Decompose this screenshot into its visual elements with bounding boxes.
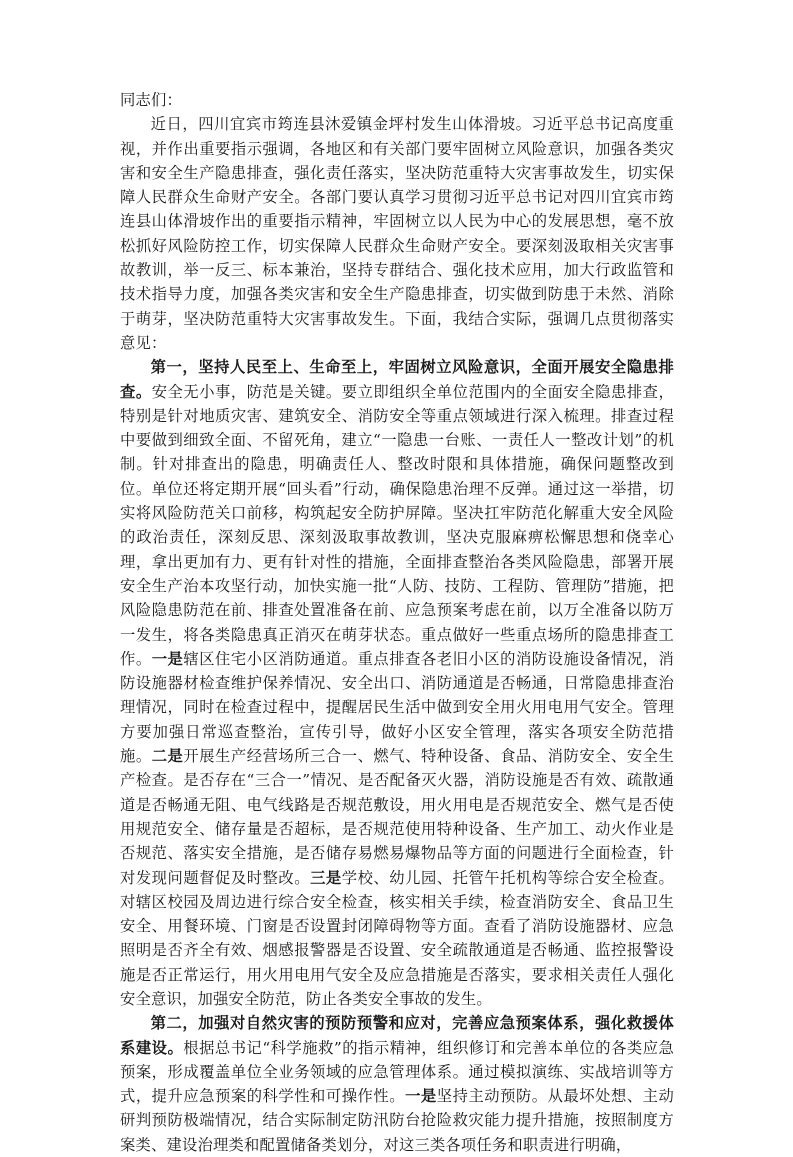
section-2-text-b: 坚持主动预防。从最坏处想、主动研判预防极端情况，结合实际制定防汛防台抢险救灾能力提升措施，按照制度方案类、建设治理类和配置储备类划分，对这三类各项任务和职责进行明确， bbox=[120, 1087, 674, 1154]
section-2-label-1: 一是 bbox=[405, 1087, 437, 1106]
section-1-text-b: 辖区住宅小区消防通道。重点排查各老旧小区的消防设施设备情况，消防设施器材检查维护保养情况、安全出口、消防通道是否畅通，日常隐患排查治理情况，同时在检查过程中，提醒居民生活中做到安全用火用电用气安全。管理方要加强日常巡查整治，宣传引导，做好小区安全管理，落实各项安全防范措施。 bbox=[120, 649, 675, 766]
salutation: 同志们： bbox=[120, 91, 182, 109]
section-1-paragraph bbox=[120, 355, 674, 1011]
section-1-text-c: 开展生产经营场所三合一、燃气、特种设备、食品、消防安全、安全生产检查。是否存在“三合一”情况、是否配备灭火器，消防设施是否有效、疏散通道是否畅通无阻、电气线路是否规范敷设，用火用电是否规范安全、燃气是否使用规范安全、储存量是否超标，是否规范使用特种设备、生产加工、动火作业是否规范、落实安全措施，是否储存易燃易爆物品等方面的问题进行全面检查，针对发现问题督促及时整改。 bbox=[120, 747, 675, 887]
section-1-label-1: 一是 bbox=[151, 649, 184, 668]
intro-paragraph: 近日，四川宜宾市筠连县沐爱镇金坪村发生山体滑坡。习近平总书记高度重视，并作出重要指示强调，各地区和有关部门要牢固树立风险意识，加强各类灾害和安全生产隐患排查，强化责任落实，坚决防范重特大灾害事故发生，切实保障人民群众生命财产安全。各部门要认真学习贯彻习近平总书记对四川宜宾市筠连县山体滑坡作出的重要指示精神，牢固树立以人民为中心的发展思想，毫不放松抓好风险防控工作，切实保障人民群众生命财产安全。要深刻汲取相关灾害事故教训，举一反三、标本兼治，坚持专群结合、强化技术应用，加大行政监管和技术指导力度，加强各类灾害和安全生产隐患排查，切实做到防患于未然、消除于萌芽，坚决防范重特大灾害事故发生。下面，我结合实际，强调几点贯彻落实意见： bbox=[120, 115, 674, 352]
section-1-heading: 第一，坚持人民至上、生命至上，牢固树立风险意识，全面开展安全隐患排查。 bbox=[120, 358, 674, 401]
section-1-label-2: 二是 bbox=[151, 747, 184, 766]
section-2-text-a: 根据总书记“科学施救”的指示精神，组织修订和完善本单位的各类应急预案，形成覆盖单位全业务领域的应急管理体系。通过模拟演练、实战培训等方式，提升应急预案的科学性和可操作性。 bbox=[120, 1038, 674, 1106]
section-1-text-d: 学校、幼儿园、托管午托机构等综合安全检查。对辖区校园及周边进行综合安全检查，核实相关手续，检查消防安全、食品卫生安全、用餐环境、门窗是否设置封闭障碍物等方面。查看了消防设施器材、应急照明是否齐全有效、烟感报警器是否设置、安全疏散通道是否畅通、监控报警设施是否正常运行，用火用电用气安全及应急措施是否落实，要求相关责任人强化安全意识，加强安全防范，防止各类安全事故的发生。 bbox=[120, 868, 675, 1008]
document-body bbox=[120, 88, 674, 1157]
section-1-label-3: 三是 bbox=[310, 868, 342, 887]
section-2-paragraph bbox=[120, 1011, 674, 1157]
section-2-heading: 第二，加强对自然灾害的预防预警和应对，完善应急预案体系，强化救援体系建设。 bbox=[120, 1014, 674, 1057]
section-1-text-a: 安全无小事，防范是关键。要立即组织全单位范围内的全面安全隐患排查，特别是针对地质灾害、建筑安全、消防安全等重点领域进行深入梳理。排查过程中要做到细致全面、不留死角，建立“一隐患一台账、一责任人一整改计划”的机制。针对排查出的隐患，明确责任人、整改时限和具体措施，确保问题整改到位。单位还将定期开展“回头看”行动，确保隐患治理不反弹。通过这一举措，切实将风险防范关口前移，构筑起安全防护屏障。坚决扛牢防范化解重大安全风险的政治责任，深刻反思、深刻汲取事故教训，坚决克服麻痹松懈思想和侥幸心理，拿出更加有力、更有针对性的措施，全面排查整治各类风险隐患，部署开展安全生产治本攻坚行动，加快实施一批“人防、技防、工程防、管理防”措施，把风险隐患防范在前、排查处置准备在前、应急预案考虑在前，以万全准备以防万一发生，将各类隐患真正消灭在萌芽状态。重点做好一些重点场所的隐患排查工作。 bbox=[120, 382, 674, 668]
